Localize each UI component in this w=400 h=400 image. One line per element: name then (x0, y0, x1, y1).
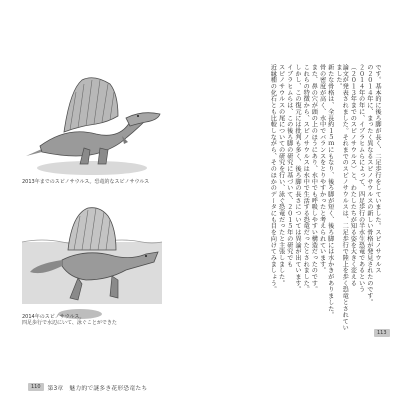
footer-right (374, 328, 394, 338)
text-column: 論文が発表されました。それまでのスピノサウルスは、二足歩行で陸上を歩く恐竜とされていました。 (334, 64, 349, 331)
caption-aquatic-line-2: 四足歩行で水辺にいて、泳ぐことができた (22, 320, 117, 327)
text-column: しかし、この復元には批判も多く、後ろ脚の長さについては異論が出ています。 (293, 64, 301, 293)
text-column: （２０１３年までのスピノサウルス）と、わたしたちが知る姿を大きく変える (349, 64, 357, 287)
chapter-title: 第3章 魅力的で謎多き花形恐竜たち (47, 385, 148, 392)
vertical-body-text (210, 64, 380, 334)
text-column: スピノサウルスの尾についての研究を行い、泳ぐ恐竜だったと主張しました。 (277, 64, 285, 287)
spinosaurus-aquatic-drawing (22, 206, 162, 326)
page-number-left: 110 (28, 383, 44, 391)
text-column: これらの特徴から、スピノサウルスは水中で生活する恐竜だったとされました。 (302, 64, 310, 293)
page-number-right: 113 (374, 329, 390, 337)
text-column: また、鼻の穴が頭の上のほうにあり、水中でも呼吸しやすい構造だったのです。 (310, 64, 318, 293)
caption-aquatic (22, 314, 172, 327)
text-column: 近縁種の化石とも比較しながら、そのほかのデータにも目を向けてみましょう。 (269, 64, 277, 293)
text-column: イブラヒムらは、この後ろ脚の研究に基づいて、２０１５年の研究でも (285, 64, 293, 268)
illustration-spinosaurus-bipedal (22, 60, 162, 178)
caption-bipedal: 2013年までのスピノサウルス。恐竜的なスピノサウルス (22, 179, 150, 185)
illustration-spinosaurus-aquatic (22, 206, 162, 326)
text-column: ２０１４年の年に、イブラヒムらによって、四足歩行の半水生恐竜であるという (357, 64, 365, 293)
text-column: 骨の密度が高く、水中でバランスをとりやすかったと考えられています。 (318, 64, 326, 274)
text-column: 新たな骨格は、全長約１５ｍにもなり、後ろ脚が短く、後ろ脚には水かきがありました。 (326, 64, 334, 318)
spinosaurus-bipedal-drawing (22, 60, 162, 178)
text-column: です。基本的に後ろ脚が長く、二足歩行をしていました。スピノサウルス (374, 64, 381, 274)
caption-aquatic-line-1: 2014年のスピノサウルス。 (22, 314, 85, 320)
right-page (200, 54, 386, 340)
left-page (14, 54, 200, 392)
footer-left (28, 382, 147, 392)
text-column: の２０１４年に、まったく異なるスピノサウルスの新しい骨格が発見されたのです。 (365, 64, 373, 306)
